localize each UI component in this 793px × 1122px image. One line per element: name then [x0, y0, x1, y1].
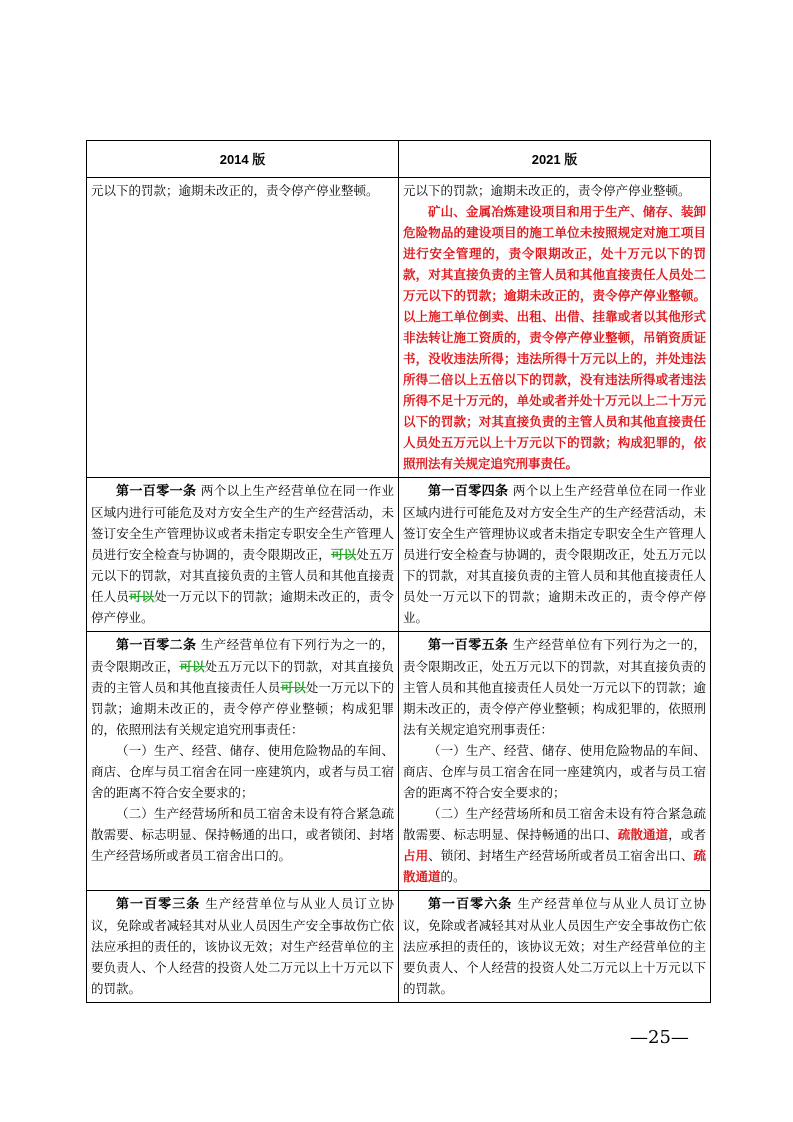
comparison-table	[86, 140, 711, 1003]
paragraph	[403, 893, 706, 999]
text-segment: 生产经营单位有下列行为之一的，责令限期改正，处五万元以下的罚款，对其直接负责的主管人员和其他直接责任人员处一万元以下的罚款；逾期未改正的，责令停产停业整顿；构成犯罪的，依照刑法有关规定追究刑事责任：	[403, 637, 706, 737]
header-2021: 2021 版	[399, 141, 711, 178]
paragraph	[91, 480, 394, 628]
deleted-text: 可以	[179, 659, 205, 674]
header-2014: 2014 版	[87, 141, 399, 178]
page-number: —25—	[630, 1027, 689, 1048]
added-text: 矿山、金属冶炼建设项目和用于生产、储存、装卸危险物品的建设项目的施工单位未按照规定对施工项目进行安全管理的，责令限期改正，处十万元以下的罚款，对其直接负责的主管人员和其他直接责任人员处二万元以下的罚款；逾期未改正的，责令停产停业整顿。以上施工单位倒卖、出租、出借、挂靠或者以其他形式非法转让施工资质的，责令停产停业整顿，吊销资质证书，没收违法所得；违法所得十万元以上的，并处违法所得二倍以上五倍以下的罚款，没有违法所得或者违法所得不足十万元的，单处或者并处十万元以上二十万元以下的罚款；对其直接负责的主管人员和其他直接责任人员处五万元以上十万元以下的罚款；构成犯罪的，依照刑法有关规定追究刑事责任。	[403, 204, 706, 471]
text-segment: 生产经营单位与从业人员订立协议，免除或者减轻其对从业人员因生产安全事故伤亡依法应承担的责任的，该协议无效；对生产经营单位的主要负责人、个人经营的投资人处二万元以上十万元以下的罚款。	[403, 896, 706, 996]
cell-2021	[399, 178, 711, 478]
text-segment: 处一万元以下的罚款；逾期未改正的，责令停产停业整顿；构成犯罪的，依照刑法有关规定追究刑事责任：	[91, 680, 394, 737]
paragraph	[91, 803, 394, 866]
paragraph	[403, 180, 706, 201]
deleted-text: 可以	[128, 589, 155, 604]
table-row	[87, 178, 711, 478]
cell-2021	[399, 478, 711, 632]
article-number: 第一百零三条	[116, 897, 201, 912]
cell-2014	[87, 178, 399, 478]
table-row	[87, 478, 711, 632]
text-segment: 处一万元以下的罚款；逾期未改正的，责令停产停业。	[91, 589, 394, 625]
article-number: 第一百零四条	[428, 484, 509, 499]
text-segment: （一）生产、经营、储存、使用危险物品的车间、商店、仓库与员工宿舍在同一座建筑内，或者与员工宿舍的距离不符合安全要求的；	[91, 743, 394, 800]
paragraph	[403, 803, 706, 887]
article-number: 第一百零一条	[116, 484, 197, 499]
text-segment: 处五万元以下的罚款，对其直接负责的主管人员和其他直接责任人员	[91, 659, 394, 695]
text-segment: 处五万元以下的罚款，对其直接负责的主管人员和其他直接责任人员	[91, 547, 394, 604]
text-segment: ，或者	[668, 827, 706, 842]
article-number: 第一百零六条	[428, 897, 513, 912]
deleted-text: 可以	[280, 680, 306, 695]
article-number: 第一百零五条	[428, 638, 509, 653]
table-row	[87, 632, 711, 891]
paragraph	[91, 740, 394, 803]
header-row	[87, 141, 711, 178]
text-segment: 的。	[440, 869, 466, 884]
text-segment: 元以下的罚款；逾期未改正的，责令停产停业整顿。	[403, 183, 691, 198]
text-segment: 两个以上生产经营单位在同一作业区域内进行可能危及对方安全生产的生产经营活动，未签订安全生产管理协议或者未指定专职安全生产管理人员进行安全检查与协调的，责令限期改正，	[91, 483, 394, 562]
cell-2014	[87, 632, 399, 891]
paragraph	[91, 893, 394, 999]
deleted-text: 可以	[330, 547, 357, 562]
cell-2014	[87, 478, 399, 632]
cell-2021	[399, 632, 711, 891]
paragraph	[403, 201, 706, 474]
paragraph	[403, 634, 706, 740]
text-segment: （一）生产、经营、储存、使用危险物品的车间、商店、仓库与员工宿舍在同一座建筑内，或者与员工宿舍的距离不符合安全要求的；	[403, 743, 706, 800]
text-segment: （二）生产经营场所和员工宿舍未设有符合紧急疏散需要、标志明显、保持畅通的出口，或者锁闭、封堵生产经营场所或者员工宿舍出口的。	[91, 806, 394, 863]
article-number: 第一百零二条	[116, 638, 197, 653]
cell-2014	[87, 891, 399, 1003]
paragraph	[403, 480, 706, 628]
paragraph	[91, 634, 394, 740]
text-segment: 元以下的罚款；逾期未改正的，责令停产停业整顿。	[91, 183, 379, 198]
paragraph	[403, 740, 706, 803]
table-row	[87, 891, 711, 1003]
text-segment: 、锁闭、封堵生产经营场所或者员工宿舍出口、	[428, 848, 694, 863]
paragraph	[91, 180, 394, 201]
added-text: 占用	[403, 848, 429, 863]
text-segment: （二）生产经营场所和员工宿舍未设有符合紧急疏散需要、标志明显、保持畅通的出口、	[403, 806, 706, 842]
text-segment: 两个以上生产经营单位在同一作业区域内进行可能危及对方安全生产的生产经营活动，未签订安全生产管理协议或者未指定专职安全生产管理人员进行安全检查与协调的，责令限期改正，处五万元以下的罚款，对其直接负责的主管人员和其他直接责任人员处一万元以下的罚款；逾期未改正的，责令停产停业。	[403, 483, 706, 625]
text-segment: 生产经营单位与从业人员订立协议，免除或者减轻其对从业人员因生产安全事故伤亡依法应承担的责任的，该协议无效；对生产经营单位的主要负责人、个人经营的投资人处二万元以上十万元以下的罚款。	[91, 896, 394, 996]
added-text: 疏散通道	[403, 848, 706, 884]
cell-2021	[399, 891, 711, 1003]
added-text: 疏散通道	[617, 827, 669, 842]
text-segment: 生产经营单位有下列行为之一的，责令限期改正，	[91, 637, 394, 674]
